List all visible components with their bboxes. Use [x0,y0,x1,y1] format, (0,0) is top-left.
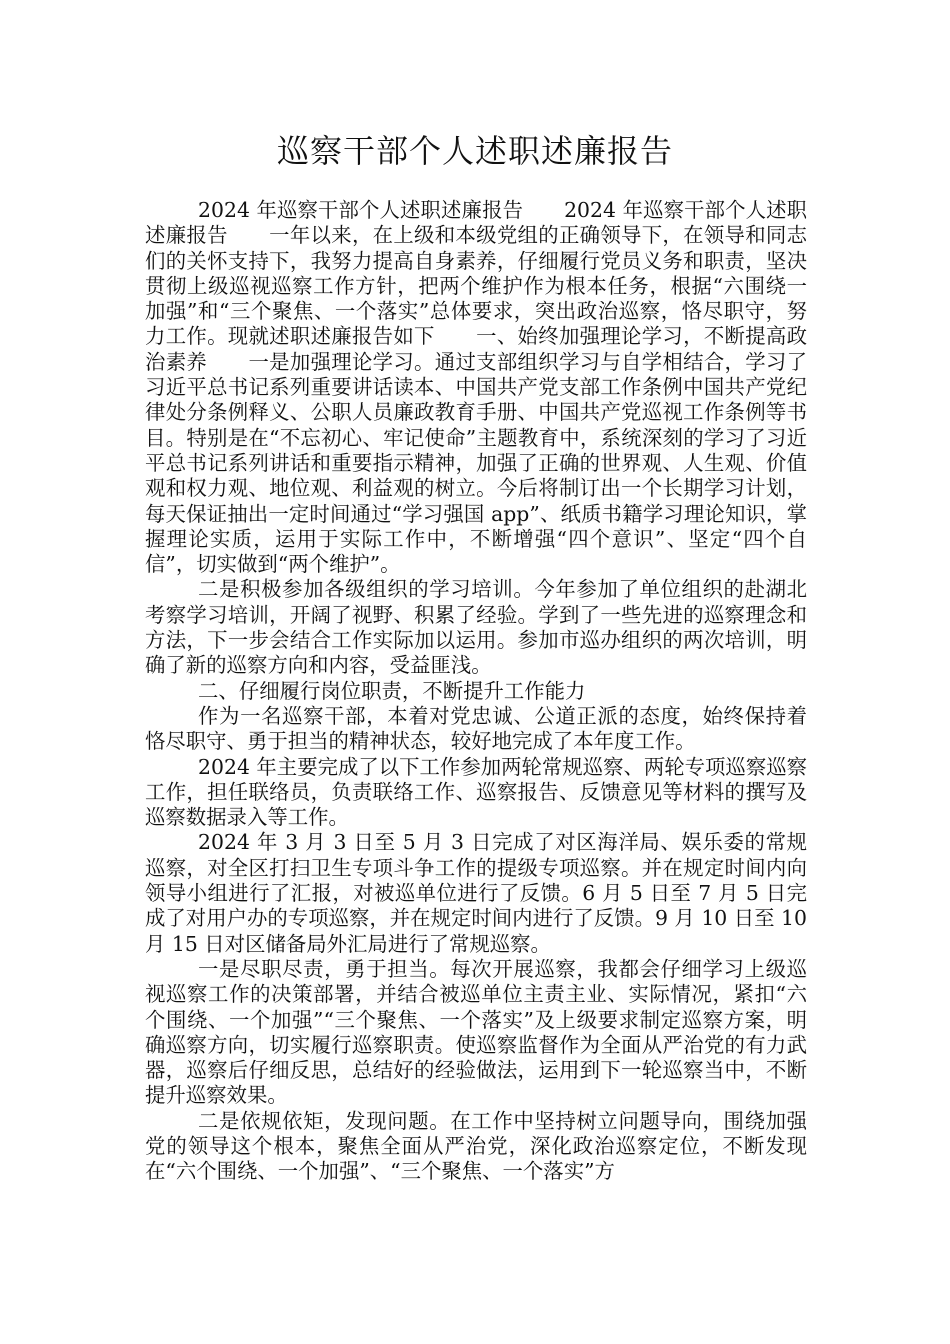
document-title: 巡察干部个人述职述廉报告 [276,132,673,170]
paragraph-problems: 二是依规依矩，发现问题。在工作中坚持树立问题导向，围绕加强党的领导这个根本，聚焦全面从严治党，深化政治巡察定位，不断发现在“六个围绕、一个加强”、“三个聚焦、一个落实”方 [145,1108,807,1184]
document-body [145,198,807,1185]
paragraph-training: 二是积极参加各级组织的学习培训。今年参加了单位组织的赴湖北考察学习培训，开阔了视野、积累了经验。学到了一些先进的巡察理念和方法，下一步会结合工作实际加以运用。参加市巡办组织的两次培训，明确了新的巡察方向和内容，受益匪浅。 [145,577,807,678]
paragraph-attitude: 作为一名巡察干部，本着对党忠诚、公道正派的态度，始终保持着恪尽职守、勇于担当的精神状态，较好地完成了本年度工作。 [145,703,807,754]
section-heading-duties: 二、仔细履行岗位职责，不断提升工作能力 [198,678,586,703]
paragraph-schedule: 2024 年 3 月 3 日至 5 月 3 日完成了对区海洋局、娱乐委的常规巡察，对全区打扫卫生专项斗争工作的提级专项巡察。并在规定时间内向领导小组进行了汇报，对被巡单位进行了反馈。6 月 5 日至 7 月 5 日完成了对用户办的专项巡察，并在规定时间内进行了反馈。9 月 10 日至 10 月 15 日对区储备局外汇局进行了常规巡察。 [145,830,807,956]
paragraph-intro: 2024 年巡察干部个人述职述廉报告 2024 年巡察干部个人述职述廉报告 一年以来，在上级和本级党组的正确领导下，在领导和同志们的关怀支持下，我努力提高自身素养，仔细履行党员义务和职责，坚决贯彻上级巡视巡察工作方针，把两个维护作为根本任务，根据“六围绕一加强”和“三个聚焦、一个落实”总体要求，突出政治巡察，恪尽职守，努力工作。现就述职述廉报告如下 一、始终加强理论学习，不断提高政治素养 一是加强理论学习。通过支部组织学习与自学相结合，学习了习近平总书记系列重要讲话读本、中国共产党支部工作条例中国共产党纪律处分条例释义、公职人员廉政教育手册、中国共产党巡视工作条例等书目。特别是在“不忘初心、牢记使命”主题教育中，系统深刻的学习了习近平总书记系列讲话和重要指示精神，加强了正确的世界观、人生观、价值观和权力观、地位观、利益观的树立。今后将制订出一个长期学习计划，每天保证抽出一定时间通过“学习强国 app”、纸质书籍学习理论知识，掌握理论实质，运用于实际工作中，不断增强“四个意识”、坚定“四个自信”，切实做到“两个维护”。 [145,198,807,577]
paragraph-responsibility: 一是尽职尽责，勇于担当。每次开展巡察，我都会仔细学习上级巡视巡察工作的决策部署，并结合被巡单位主责主业、实际情况，紧扣“六个围绕、一个加强”“三个聚焦、一个落实”及上级要求制定巡察方案，明确巡察方向，切实履行巡察职责。使巡察监督作为全面从严治党的有力武器，巡察后仔细反思，总结好的经验做法，运用到下一轮巡察当中，不断提升巡察效果。 [145,956,807,1108]
paragraph-work-summary: 2024 年主要完成了以下工作参加两轮常规巡察、两轮专项巡察巡察工作，担任联络员，负责联络工作、巡察报告、反馈意见等材料的撰写及巡察数据录入等工作。 [145,754,807,830]
